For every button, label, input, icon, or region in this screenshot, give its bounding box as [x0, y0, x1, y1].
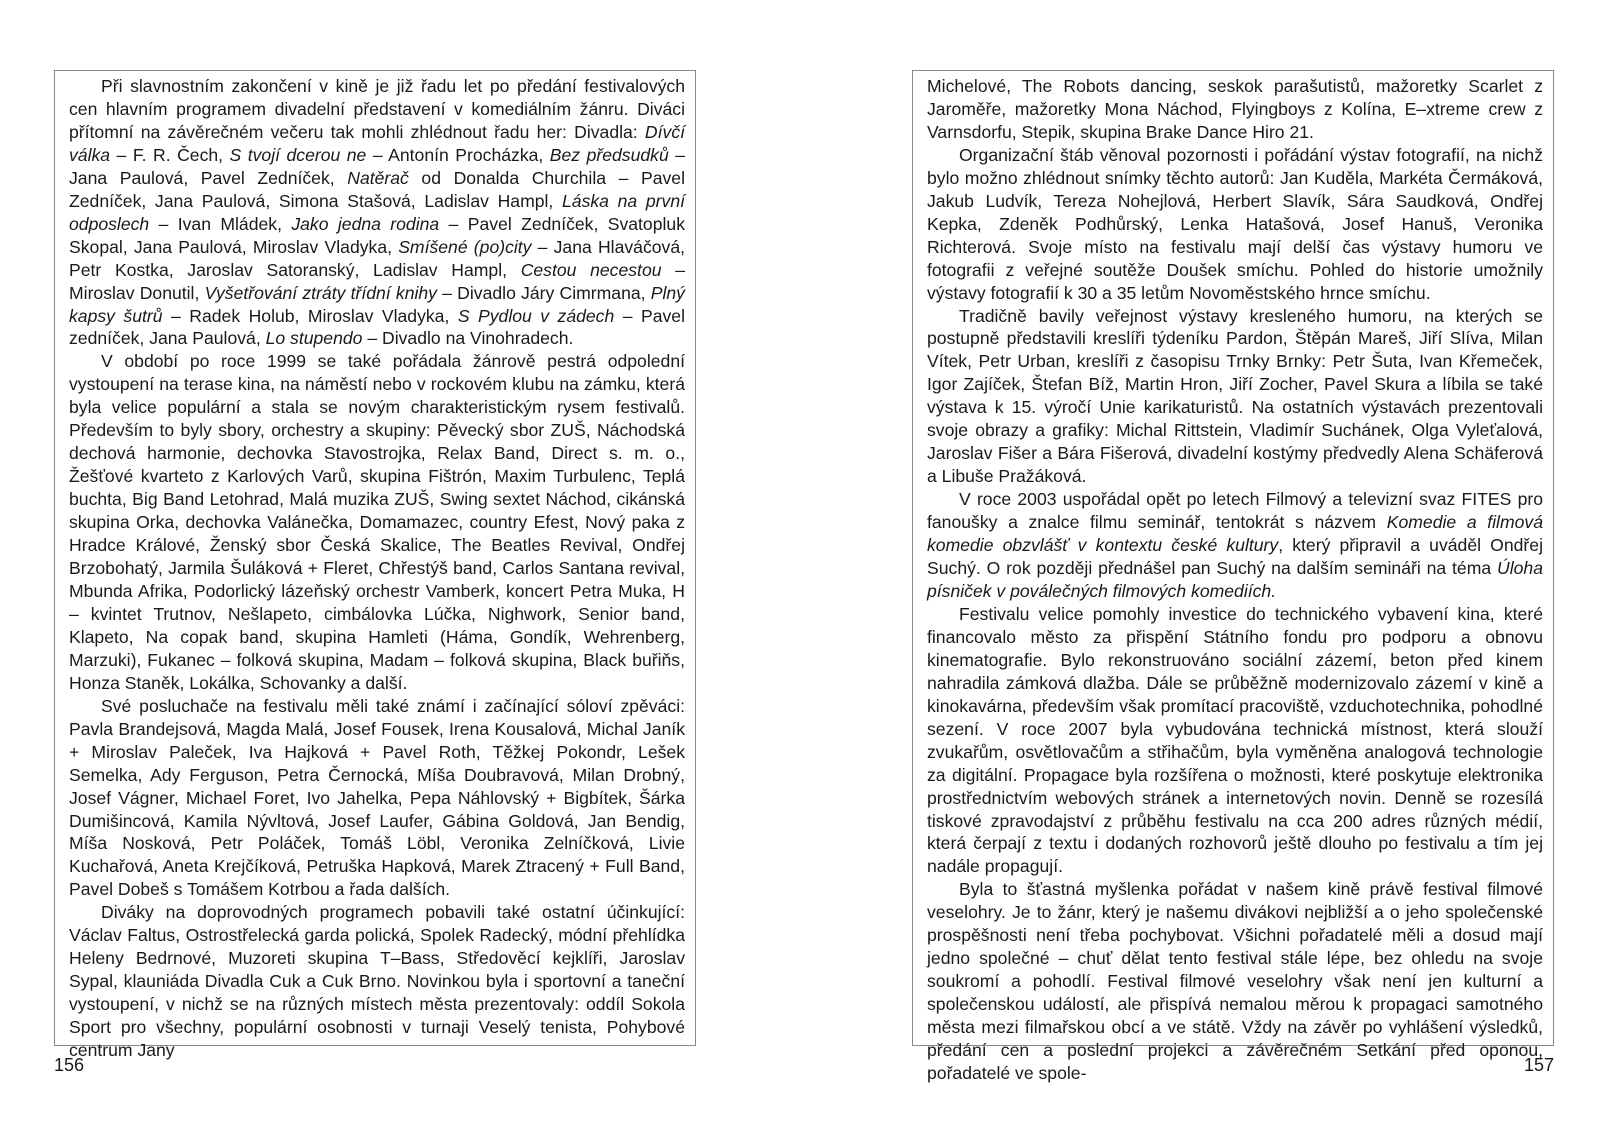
italic-title: Lo stupendo: [265, 328, 363, 349]
page-number-left: 156: [54, 1055, 85, 1075]
italic-title: Cestou necestou: [520, 259, 662, 280]
italic-title: Úloha písniček v poválečných filmových komediích.: [927, 558, 1543, 601]
paragraph: [927, 75, 1543, 144]
italic-title: Dívčí válka: [69, 121, 685, 165]
paragraph: [69, 75, 685, 350]
italic-title: S tvojí dcerou ne: [229, 144, 367, 165]
paragraph: [927, 878, 1543, 1085]
text-run: – Ivan Mládek,: [149, 213, 292, 234]
text-run: – Jana Paulová, Pavel Zedníček,: [69, 144, 686, 188]
italic-title: Komedie a filmová komedie obzvlášť v kontextu české kultury: [927, 512, 1543, 556]
text-run: Diváky na doprovodných programech pobavili také ostatní účinkující: Václav Faltus, Ostrostřelecká garda polická, Spolek Radecký, módní přehlídka Heleny Bedrnové, Muzoreti skupina T–Bass, Středověcí kejklíři, Jaroslav Sypal, klauniáda Divadla Cuk a Cuk Brno. Novinkou byla i sportovní a taneční vystoupení, v nichž se na různých místech města prezentovaly: oddíl Sokola Sport pro všechny, populární osobnosti v turnaji Veselý tenista, Pohybové centrum Jany: [69, 902, 685, 1061]
italic-title: Smíšené (po)city: [398, 236, 532, 257]
text-run: – Pavel Zedníček, Svatopluk Skopal, Jana Paulová, Miroslav Vladyka,: [69, 213, 685, 257]
text-run: – Divadlo na Vinohradech.: [362, 328, 574, 349]
italic-title: Natěrač: [347, 167, 409, 188]
text-run: Při slavnostním zakončení v kině je již řadu let po předání festivalových cen hlavním programem divadelní představení v komediálním žánru. Diváci přítomní na závěrečném večeru tak mohli zhlédnout řadu her: Divadla:: [69, 76, 685, 142]
text-run: Festivalu velice pomohly investice do technického vybavení kina, které financovalo město za přispění Státního fondu pro podporu a obnovu kinematografie. Bylo rekonstruováno sociální zázemí, beton před kinem nahradila zámková dlažba. Dále se průběžně modernizovalo zázemí v kině a kinokavárna, především však promítací pracoviště, vzduchotechnika, pohodlné sezení. V roce 2007 byla vybudována technická místnost, která slouží zvukařům, osvětlovačům a střihačům, byla vyměněna analogová technologie za digitální. Propagace byla rozšířena o možnosti, které poskytuje elektronika prostřednictvím webových stránek a internetových novin. Denně se rozesílá tiskové zpravodajství z průběhu festivalu na cca 200 adres různých médií, která čerpají z textu i dodaných rozhovorů ještě dlouho po festivalu a tím jej nadále propagují.: [927, 603, 1543, 877]
text-run: Organizační štáb věnoval pozornosti i pořádání výstav fotografií, na nichž bylo možno zhlédnout snímky těchto autorů: Jan Kuděla, Markéta Čermáková, Jakub Ludvík, Tereza Nohejlová, Herbert Slavík, Sára Saudková, Ondřej Kepka, Zdeněk Podhůrský, Lenka Hatašová, Josef Hanuš, Veronika Richterová. Svoje místo na festivalu mají delší čas výstavy humoru ve fotografii z veřejné soutěže Doušek smíchu. Pohled do historie umožnily výstavy fotografií k 30 a 35 letům Novoměstského hrnce smíchu.: [927, 144, 1543, 303]
italic-title: Láska na první odposlech: [69, 190, 685, 234]
italic-title: Vyšetřování ztráty třídní knihy: [204, 282, 437, 303]
paragraph: [927, 305, 1543, 489]
text-run: – Antonín Procházka,: [366, 144, 550, 165]
paragraph: [927, 603, 1543, 878]
text-run: Michelové, The Robots dancing, seskok parašutistů, mažoretky Scarlet z Jaroměře, mažoretky Mona Náchod, Flyingboys z Kolína, E–xtreme crew z Varnsdorfu, Stepik, skupina Brake Dance Hiro 21.: [927, 76, 1543, 142]
paragraph: [927, 488, 1543, 603]
text-run: Byla to šťastná myšlenka pořádat v našem kině právě festival filmové veselohry. Je to žánr, který je našemu divákovi nejbližší a o jeho společenské prospěšnosti není třeba pochybovat. Všichni pořadatelé měli a dosud mají jedno společné – chuť dělat tento festival stále lépe, bez ohledu na svoje soukromí a pohodlí. Festival filmové veselohry však není jen kulturní a společenskou událostí, ale přispívá nemalou měrou k propagaci samotného města mezi filmařskou obcí a ve státě. Vždy na závěr po vyhlášení výsledků, předání cen a poslední projekci a závěrečném Setkání před oponou, pořadatelé ve spole-: [927, 879, 1543, 1083]
text-run: , který připravil a uváděl Ondřej Suchý. O rok později přednášel pan Suchý na dalším semináři na téma: [927, 535, 1543, 579]
left-page-text-frame: [54, 70, 696, 1061]
text-run: – Radek Holub, Miroslav Vladyka,: [162, 305, 458, 326]
text-run: Tradičně bavily veřejnost výstavy kresleného humoru, na kterých se postupně představili kreslíři týdeníku Pardon, Štěpán Mareš, Jiří Slíva, Milan Vítek, Petr Urban, kreslíři z časopisu Trnky Brnky: Petr Šuta, Ivan Křemeček, Igor Zajíček, Štefan Bíž, Martin Hron, Jiří Zocher, Pavel Skura a líbila se také výstava k 15. výročí Unie karikaturistů. Na ostatních výstavách prezentovali svoje obrazy a grafiky: Michal Rittstein, Vladimír Suchánek, Olga Vyleťalová, Jaroslav Fišer a Bára Fišerová, divadelní kostýmy předvedly Alena Schäferová a Libuše Pražáková.: [927, 305, 1543, 487]
page-number-right: 157: [1523, 1055, 1554, 1075]
paragraph: [69, 695, 685, 902]
italic-title: Plný kapsy šutrů: [69, 282, 685, 326]
text-run: V roce 2003 uspořádal opět po letech Filmový a televizní svaz FITES pro fanoušky a znalce filmu seminář, tentokrát s názvem: [927, 489, 1543, 533]
italic-title: Jako jedna rodina: [291, 213, 440, 234]
text-run: – Pavel zedníček, Jana Paulová,: [69, 305, 685, 349]
italic-title: Bez předsudků: [549, 144, 669, 165]
italic-title: S Pydlou v zádech: [457, 305, 615, 326]
text-run: V období po roce 1999 se také pořádala žánrově pestrá odpolední vystoupení na terase kina, na náměstí nebo v rockovém klubu na zámku, která byla velice populární a stala se novým charakteristickým rysem festivalů. Především to byly sbory, orchestry a skupiny: Pěvecký sbor ZUŠ, Náchodská dechová harmonie, dechovka Stavostrojka, Relax Band, Direct s. m. o., Žešťové kvarteto z Karlových Varů, skupina Fištrón, Maxim Turbulenc, Teplá buchta, Big Band Letohrad, Malá muzika ZUŠ, Swing sextet Náchod, cikánská skupina Orka, dechovka Valánečka, Domamazec, country Efest, Nový paka z Hradce Králové, Ženský sbor Česká Skalice, The Beatles Revival, Ondřej Brzobohatý, Jarmila Šuláková + Fleret, Chřestýš band, Carlos Santana revival, Mbunda Afrika, Podorlický lázeňský orchestr Vamberk, koncert Petra Muka, H – kvintet Trutnov, Nešlapeto, cimbálovka Lúčka, Nighwork, Senior band, Klapeto, Na copak band, skupina Hamleti (Háma, Gondík, Wehrenberg, Marzuki), Fukanec – folková skupina, Madam – folková skupina, Black buřiňs, Honza Staněk, Lokálka, Schovanky a další.: [69, 351, 685, 693]
text-run: – Miroslav Donutil,: [69, 259, 685, 303]
paragraph: [69, 350, 685, 694]
text-run: Své posluchače na festivalu měli také známí i začínající sóloví zpěváci: Pavla Brandejsová, Magda Malá, Josef Fousek, Irena Kousalová, Michal Janík + Miroslav Paleček, Iva Hajková + Pavel Roth, Těžkej Pokondr, Lešek Semelka, Ady Ferguson, Petra Černocká, Míša Doubravová, Milan Drobný, Josef Vágner, Michael Foret, Ivo Jahelka, Pepa Náhlovský + Bigbítek, Šárka Dumišincová, Kamila Nývltová, Josef Laufer, Gábina Goldová, Jan Bendig, Míša Nosková, Petr Poláček, Tomáš Löbl, Veronika Zelníčková, Livie Kuchařová, Aneta Krejčíková, Petruška Hapková, Marek Ztracený + Full Band, Pavel Dobeš s Tomášem Kotrbou a řada dalších.: [69, 695, 685, 900]
text-run: – Jana Hlaváčová, Petr Kostka, Jaroslav Satoranský, Ladislav Hampl,: [69, 236, 685, 280]
text-run: – F. R. Čech,: [110, 144, 230, 165]
text-run: – Divadlo Járy Cimrmana,: [436, 282, 651, 303]
paragraph: [927, 144, 1543, 305]
text-run: od Donalda Churchila – Pavel Zedníček, Jana Paulová, Simona Stašová, Ladislav Hampl,: [69, 167, 685, 211]
paragraph: [69, 901, 685, 1062]
